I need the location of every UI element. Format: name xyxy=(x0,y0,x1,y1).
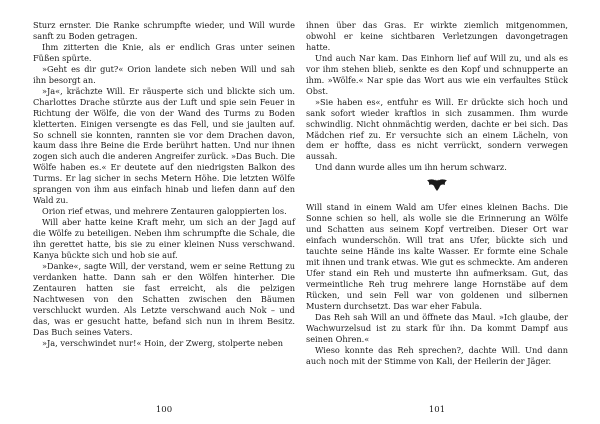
right-page xyxy=(306,20,568,367)
paragraph: »Ja«, krächzte Will. Er räusperte sich und blickte sich um. Charlottes Drache stürzte aus der Luft und spie sein Feuer in Richtung der Wölfe, die von der Wand des Turms zu Boden kletterten. Einigen versengte es das Fell, und sie jaulten auf. So schnell sie konnten, rannten sie vor dem Drachen davon, kaum dass ihre Beine die Erde berührt hatten. Und nur ihnen zogen sich auch die anderen Angreifer zurück. »Das Buch. Die Wölfe haben es.« Er deutete auf den niedrigsten Balkon des Turms. Er lag sicher in sechs Metern Höhe. Die letzten Wölfe sprangen von ihm aus einfach hinab und liefen dann auf den Wald zu. xyxy=(33,85,295,206)
right-page-text-top xyxy=(306,20,568,173)
bat-ornament-icon xyxy=(306,177,568,193)
paragraph: Und auch Nar kam. Das Einhorn lief auf Will zu, und als es vor ihm stehen blieb, senkte es den Kopf und schnupperte an ihm. »Wölfe.« Nar spie das Wort aus wie ein verfaultes Stück Obst. xyxy=(306,52,568,96)
paragraph: »Sie haben es«, entfuhr es Will. Er drückte sich hoch und sank sofort wieder kraftlos in sich zusammen. Ihm wurde schwindlig. Nicht ohnmächtig werden, dachte er bei sich. Das Mädchen rief zu. Er versuchte sich an einem Lächeln, von dem er hoffte, dass es nicht verrückt, sondern verwegen aussah. xyxy=(306,96,568,162)
paragraph: Will aber hatte keine Kraft mehr, um sich an der Jagd auf die Wölfe zu beteiligen. Neben ihm schrumpfte die Schale, die ihn gerettet hatte, bis sie zu einer kleinen Nuss verschwand. Kanya bückte sich und hob sie auf. xyxy=(33,217,295,261)
paragraph: Orion rief etwas, und mehrere Zentauren galoppierten los. xyxy=(42,206,287,217)
left-page xyxy=(33,20,295,349)
paragraph: ihnen über das Gras. Er wirkte ziemlich mitgenommen, obwohl er keine sichtbaren Verletzungen davongetragen hatte. xyxy=(306,20,568,52)
paragraph: Sturz ernster. Die Ranke schrumpfte wieder, und Will wurde sanft zu Boden getragen. xyxy=(33,20,295,41)
right-page-text-bottom xyxy=(306,202,568,366)
left-page-text xyxy=(33,20,295,349)
page-number-right: 101 xyxy=(428,405,446,415)
paragraph: »Danke«, sagte Will, der verstand, wem er seine Rettung zu verdanken hatte. Dann sah er den Wölfen hinterher. Die Zentauren hatten sie fast erreicht, als die pelzigen Nachtwesen von den Schatten zwischen den Bäumen verschluckt wurden. Als Letzte verschwand auch Nok – und das, was er gesucht hatte, befand sich nun in ihrem Besitz. Das Buch seines Vaters. xyxy=(33,260,295,337)
paragraph: Wieso konnte das Reh sprechen?, dachte Will. Und dann auch noch mit der Stimme von Kali, der Heilerin der Jäger. xyxy=(306,344,568,366)
paragraph: Das Reh sah Will an und öffnete das Maul. »Ich glaube, der Wachwurzelsud ist zu stark für ihn. Da kommt Dampf aus seinen Ohren.« xyxy=(306,311,568,344)
paragraph: Ihm zitterten die Knie, als er endlich Gras unter seinen Füßen spürte. xyxy=(33,41,295,63)
paragraph: »Geht es dir gut?« Orion landete sich neben Will und sah ihn besorgt an. xyxy=(33,63,295,85)
paragraph: Und dann wurde alles um ihn herum schwarz. xyxy=(315,162,507,173)
paragraph: Will stand in einem Wald am Ufer eines kleinen Bachs. Die Sonne schien so hell, als wolle sie die Erinnerung an Wölfe und Schatten aus seinem Kopf vertreiben. Dieser Ort war einfach wunderschön. Will trat ans Ufer, bückte sich und tauchte seine Hände ins kalte Wasser. Er formte eine Schale mit ihnen und trank etwas. Wie gut es schmeckte. Am anderen Ufer stand ein Reh und musterte ihn aufmerksam. Gut, das vermeintliche Reh trug mehrere lange Hornstäbe auf dem Rücken, und sein Fell war von goldenen und silbernen Mustern durchsetzt. Das war eher Fabula. xyxy=(306,202,568,311)
page-number-left: 100 xyxy=(155,405,173,415)
paragraph: »Ja, verschwindet nur!« Hoin, der Zwerg, stolperte neben xyxy=(42,337,283,348)
